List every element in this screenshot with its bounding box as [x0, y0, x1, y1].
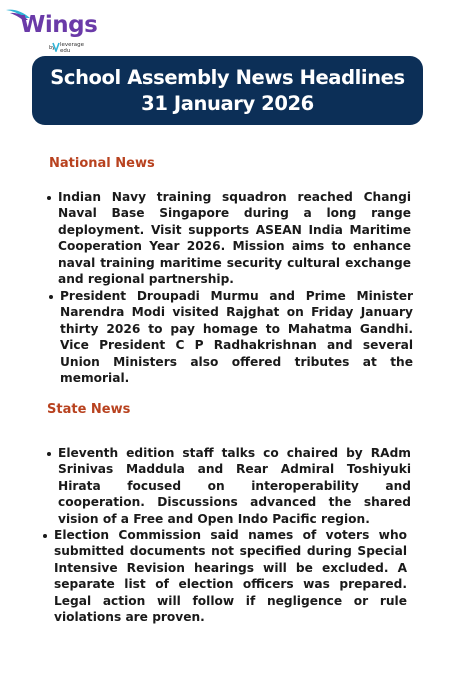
leverage-mark-icon	[52, 42, 60, 52]
bullet-dot	[49, 295, 53, 299]
section-title-state: State News	[47, 402, 131, 417]
brand-sub	[60, 42, 100, 54]
page-date: 31 January 2026	[141, 91, 314, 115]
title-banner	[32, 56, 423, 125]
brand-sub-line2: edu	[60, 48, 71, 54]
bullet-dot	[47, 196, 51, 200]
page-title: School Assembly News Headlines	[50, 65, 405, 89]
list-item: President Droupadi Murmu and Prime Minister Narendra Modi visited Rajghat on Friday January thirty 2026 to pay homage to Mahatma Gandhi. Vice President C P Radhakrishnan and several Union Ministers also offered tributes at the memorial.	[60, 289, 413, 386]
list-item: Election Commission said names of voters who submitted documents not specified during Special Intensive Revision hearings will be excluded. A separate list of election officers was prepared. Legal action will follow if negligence or rule violations are proven.	[54, 528, 407, 625]
section-title-national: National News	[49, 156, 155, 171]
brand-sub-line1: leverage	[60, 42, 85, 48]
brand-logo	[4, 4, 104, 58]
list-item: Eleventh edition staff talks co chaired by RAdm Srinivas Maddula and Rear Admiral Toshiyuki Hirata focused on interoperability and cooperation. Discussions advanced the shared vision of a Free and Open Indo Pacific region.	[58, 446, 411, 526]
brand-by: by	[49, 45, 56, 51]
bullet-dot	[43, 534, 47, 538]
bullet-dot	[47, 452, 51, 456]
brand-name: Wings	[20, 12, 98, 38]
list-item: Indian Navy training squadron reached Changi Naval Base Singapore during a long range deployment. Visit supports ASEAN India Maritime Cooperation Year 2026. Mission aims to enhance naval training maritime security cultural exchange and regional partnership.	[58, 190, 411, 287]
